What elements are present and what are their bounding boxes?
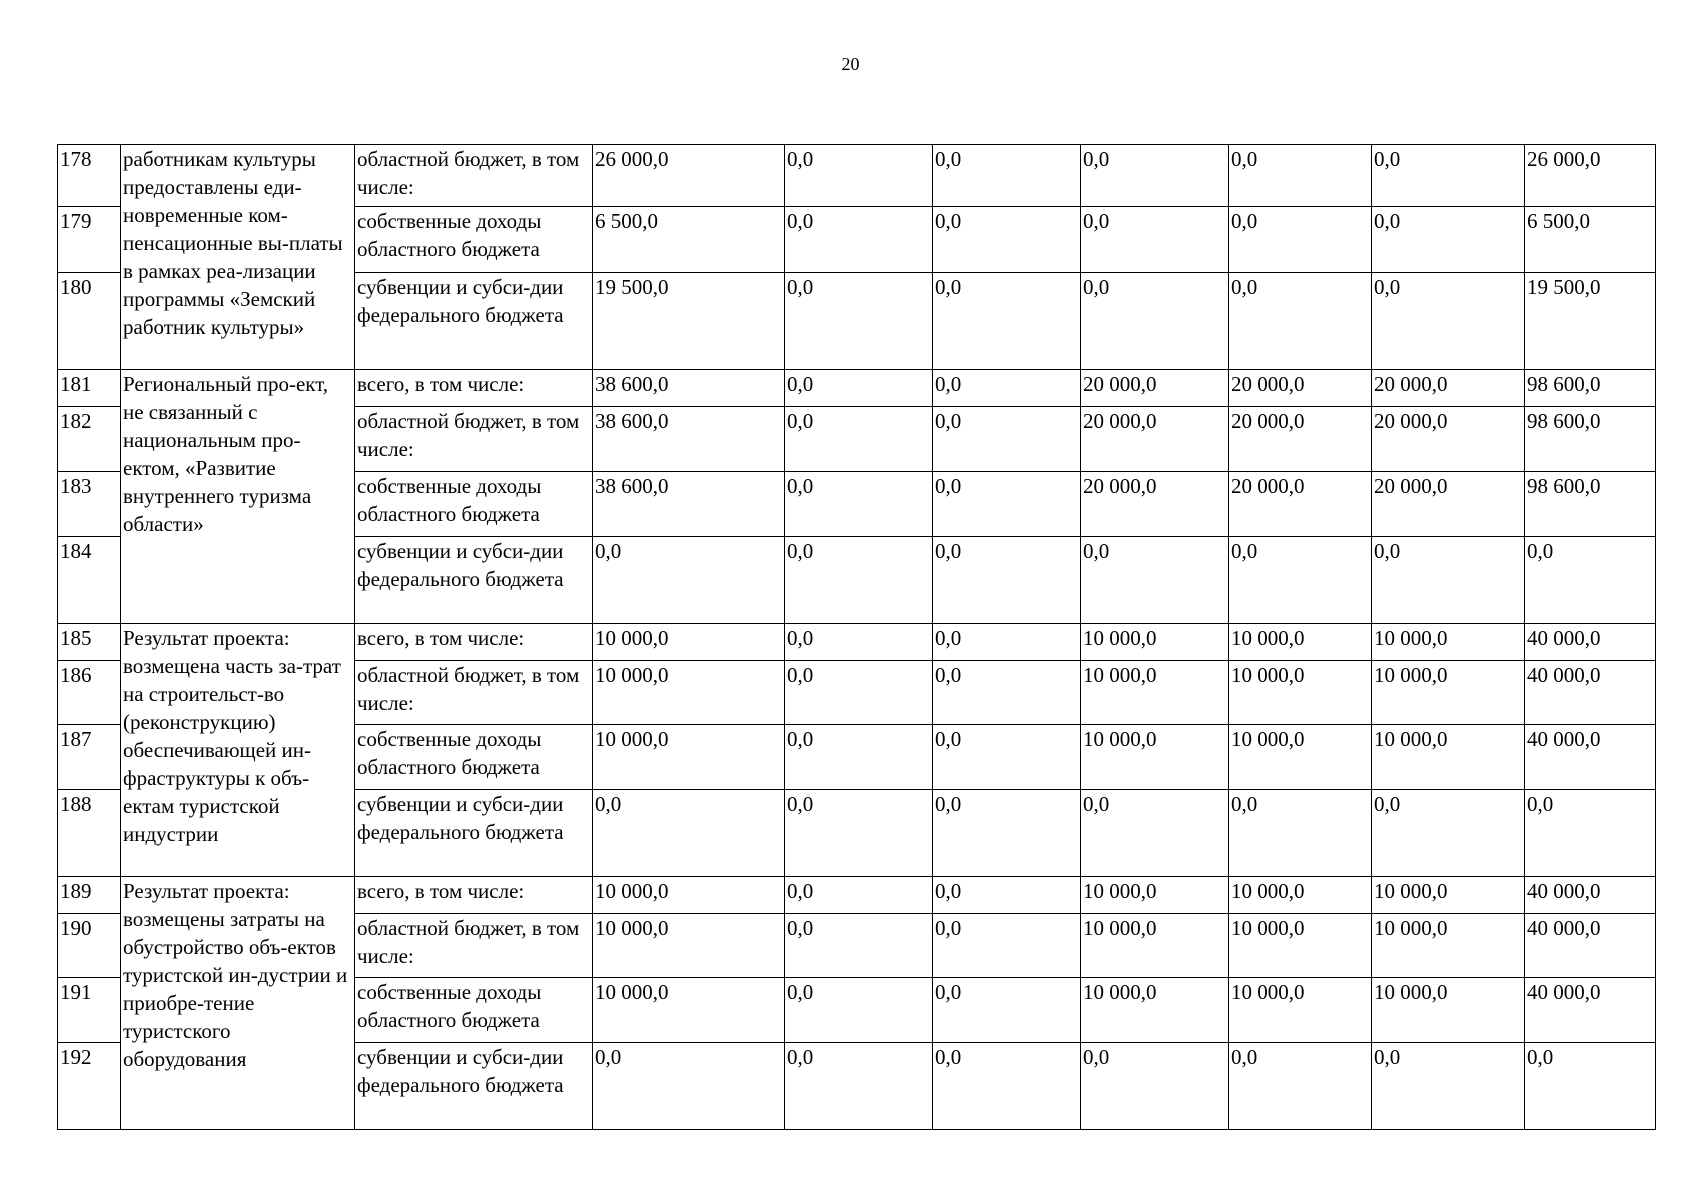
value-cell: 0,0: [1081, 537, 1229, 624]
table-row: [58, 370, 1656, 407]
value-cell: 0,0: [1081, 790, 1229, 877]
row-number: 185: [58, 624, 121, 661]
value-cell: 0,0: [785, 472, 933, 537]
value-cell: 40 000,0: [1525, 624, 1656, 661]
value-cell: 20 000,0: [1229, 370, 1372, 407]
value-cell: 0,0: [785, 1043, 933, 1130]
funding-source: всего, в том числе:: [355, 877, 593, 914]
value-cell: 0,0: [785, 661, 933, 725]
value-cell: 40 000,0: [1525, 725, 1656, 790]
value-cell: 0,0: [1229, 537, 1372, 624]
value-cell: 0,0: [1525, 537, 1656, 624]
value-cell: 20 000,0: [1229, 472, 1372, 537]
value-cell: 0,0: [933, 370, 1081, 407]
funding-source: областной бюджет, в том числе:: [355, 661, 593, 725]
value-cell: 0,0: [1372, 207, 1525, 273]
value-cell: 40 000,0: [1525, 661, 1656, 725]
row-number: 192: [58, 1043, 121, 1130]
table-row: [58, 877, 1656, 914]
value-cell: 0,0: [1372, 790, 1525, 877]
row-number: 190: [58, 914, 121, 978]
value-cell: 0,0: [785, 624, 933, 661]
value-cell: 0,0: [933, 207, 1081, 273]
row-number: 178: [58, 145, 121, 207]
row-number: 186: [58, 661, 121, 725]
value-cell: 0,0: [1229, 1043, 1372, 1130]
row-number: 179: [58, 207, 121, 273]
value-cell: 0,0: [1372, 273, 1525, 370]
value-cell: 20 000,0: [1081, 370, 1229, 407]
value-cell: 0,0: [933, 914, 1081, 978]
value-cell: 10 000,0: [593, 978, 785, 1043]
value-cell: 10 000,0: [1229, 661, 1372, 725]
value-cell: 98 600,0: [1525, 472, 1656, 537]
funding-source: всего, в том числе:: [355, 370, 593, 407]
value-cell: 19 500,0: [1525, 273, 1656, 370]
value-cell: 0,0: [933, 145, 1081, 207]
value-cell: 0,0: [933, 877, 1081, 914]
value-cell: 10 000,0: [593, 725, 785, 790]
value-cell: 10 000,0: [1081, 624, 1229, 661]
page-number: 20: [841, 54, 860, 74]
value-cell: 20 000,0: [1081, 472, 1229, 537]
value-cell: 0,0: [593, 1043, 785, 1130]
value-cell: 40 000,0: [1525, 877, 1656, 914]
value-cell: 0,0: [785, 914, 933, 978]
value-cell: 38 600,0: [593, 472, 785, 537]
funding-source: областной бюджет, в том числе:: [355, 407, 593, 472]
value-cell: 0,0: [785, 790, 933, 877]
value-cell: 10 000,0: [1229, 725, 1372, 790]
value-cell: 10 000,0: [593, 624, 785, 661]
value-cell: 0,0: [1229, 207, 1372, 273]
value-cell: 0,0: [1372, 537, 1525, 624]
value-cell: 26 000,0: [593, 145, 785, 207]
value-cell: 0,0: [1525, 1043, 1656, 1130]
value-cell: 0,0: [933, 472, 1081, 537]
value-cell: 20 000,0: [1081, 407, 1229, 472]
value-cell: 20 000,0: [1372, 370, 1525, 407]
value-cell: 0,0: [785, 725, 933, 790]
value-cell: 10 000,0: [1229, 624, 1372, 661]
row-number: 183: [58, 472, 121, 537]
funding-source: собственные доходы областного бюджета: [355, 472, 593, 537]
value-cell: 19 500,0: [593, 273, 785, 370]
value-cell: 0,0: [1372, 145, 1525, 207]
funding-source: субвенции и субси-дии федерального бюджета: [355, 790, 593, 877]
funding-source: областной бюджет, в том числе:: [355, 145, 593, 207]
value-cell: 0,0: [785, 877, 933, 914]
value-cell: 40 000,0: [1525, 978, 1656, 1043]
value-cell: 0,0: [1229, 273, 1372, 370]
table-row: [58, 145, 1656, 207]
value-cell: 0,0: [1081, 273, 1229, 370]
value-cell: 0,0: [1081, 1043, 1229, 1130]
value-cell: 0,0: [785, 207, 933, 273]
funding-source: субвенции и субси-дии федерального бюджета: [355, 1043, 593, 1130]
row-number: 182: [58, 407, 121, 472]
value-cell: 10 000,0: [1372, 624, 1525, 661]
value-cell: 0,0: [933, 790, 1081, 877]
value-cell: 26 000,0: [1525, 145, 1656, 207]
funding-source: субвенции и субси-дии федерального бюджета: [355, 273, 593, 370]
value-cell: 0,0: [933, 407, 1081, 472]
row-number: 189: [58, 877, 121, 914]
value-cell: 10 000,0: [1081, 914, 1229, 978]
value-cell: 0,0: [593, 790, 785, 877]
value-cell: 0,0: [933, 1043, 1081, 1130]
group-label: работникам культуры предоставлены еди-новременные ком-пенсационные вы-платы в рамках реа-лизации программы «Земский работник культуры»: [121, 145, 355, 370]
value-cell: 0,0: [785, 537, 933, 624]
value-cell: 98 600,0: [1525, 370, 1656, 407]
budget-table: [57, 144, 1656, 1130]
value-cell: 20 000,0: [1229, 407, 1372, 472]
funding-source: собственные доходы областного бюджета: [355, 725, 593, 790]
value-cell: 20 000,0: [1372, 407, 1525, 472]
value-cell: 0,0: [1372, 1043, 1525, 1130]
value-cell: 0,0: [785, 145, 933, 207]
funding-source: собственные доходы областного бюджета: [355, 978, 593, 1043]
table-body: [58, 145, 1656, 1130]
value-cell: 10 000,0: [1372, 978, 1525, 1043]
funding-source: субвенции и субси-дии федерального бюджета: [355, 537, 593, 624]
value-cell: 10 000,0: [1081, 978, 1229, 1043]
value-cell: 0,0: [1229, 790, 1372, 877]
value-cell: 10 000,0: [1081, 877, 1229, 914]
value-cell: 6 500,0: [1525, 207, 1656, 273]
value-cell: 10 000,0: [1229, 914, 1372, 978]
value-cell: 0,0: [1081, 145, 1229, 207]
value-cell: 98 600,0: [1525, 407, 1656, 472]
value-cell: 0,0: [933, 273, 1081, 370]
row-number: 181: [58, 370, 121, 407]
value-cell: 0,0: [933, 661, 1081, 725]
value-cell: 10 000,0: [1372, 661, 1525, 725]
group-label: Региональный про-ект, не связанный с национальным про-ектом, «Развитие внутреннего туризма области»: [121, 370, 355, 624]
value-cell: 10 000,0: [1372, 914, 1525, 978]
funding-source: областной бюджет, в том числе:: [355, 914, 593, 978]
group-label: Результат проекта: возмещены затраты на обустройство объ-ектов туристской ин-дустрии и приобре-тение туристского оборудования: [121, 877, 355, 1130]
value-cell: 10 000,0: [1081, 661, 1229, 725]
value-cell: 0,0: [785, 978, 933, 1043]
value-cell: 10 000,0: [1229, 978, 1372, 1043]
value-cell: 38 600,0: [593, 370, 785, 407]
value-cell: 0,0: [1525, 790, 1656, 877]
value-cell: 0,0: [1081, 207, 1229, 273]
value-cell: 6 500,0: [593, 207, 785, 273]
value-cell: 10 000,0: [1372, 877, 1525, 914]
value-cell: 10 000,0: [593, 877, 785, 914]
group-label: Результат проекта: возмещена часть за-трат на строительст-во (реконструкцию) обеспечивающей ин-фраструктуры к объ-ектам туристской индустрии: [121, 624, 355, 877]
row-number: 188: [58, 790, 121, 877]
row-number: 191: [58, 978, 121, 1043]
funding-source: всего, в том числе:: [355, 624, 593, 661]
value-cell: 0,0: [933, 537, 1081, 624]
row-number: 184: [58, 537, 121, 624]
table-row: [58, 624, 1656, 661]
value-cell: 0,0: [1229, 145, 1372, 207]
value-cell: 0,0: [933, 624, 1081, 661]
funding-source: собственные доходы областного бюджета: [355, 207, 593, 273]
value-cell: 0,0: [593, 537, 785, 624]
value-cell: 10 000,0: [593, 661, 785, 725]
value-cell: 10 000,0: [1372, 725, 1525, 790]
value-cell: 40 000,0: [1525, 914, 1656, 978]
value-cell: 38 600,0: [593, 407, 785, 472]
value-cell: 0,0: [933, 725, 1081, 790]
value-cell: 10 000,0: [1229, 877, 1372, 914]
value-cell: 0,0: [785, 407, 933, 472]
value-cell: 10 000,0: [593, 914, 785, 978]
row-number: 187: [58, 725, 121, 790]
value-cell: 10 000,0: [1081, 725, 1229, 790]
value-cell: 0,0: [785, 370, 933, 407]
value-cell: 20 000,0: [1372, 472, 1525, 537]
value-cell: 0,0: [785, 273, 933, 370]
row-number: 180: [58, 273, 121, 370]
value-cell: 0,0: [933, 978, 1081, 1043]
